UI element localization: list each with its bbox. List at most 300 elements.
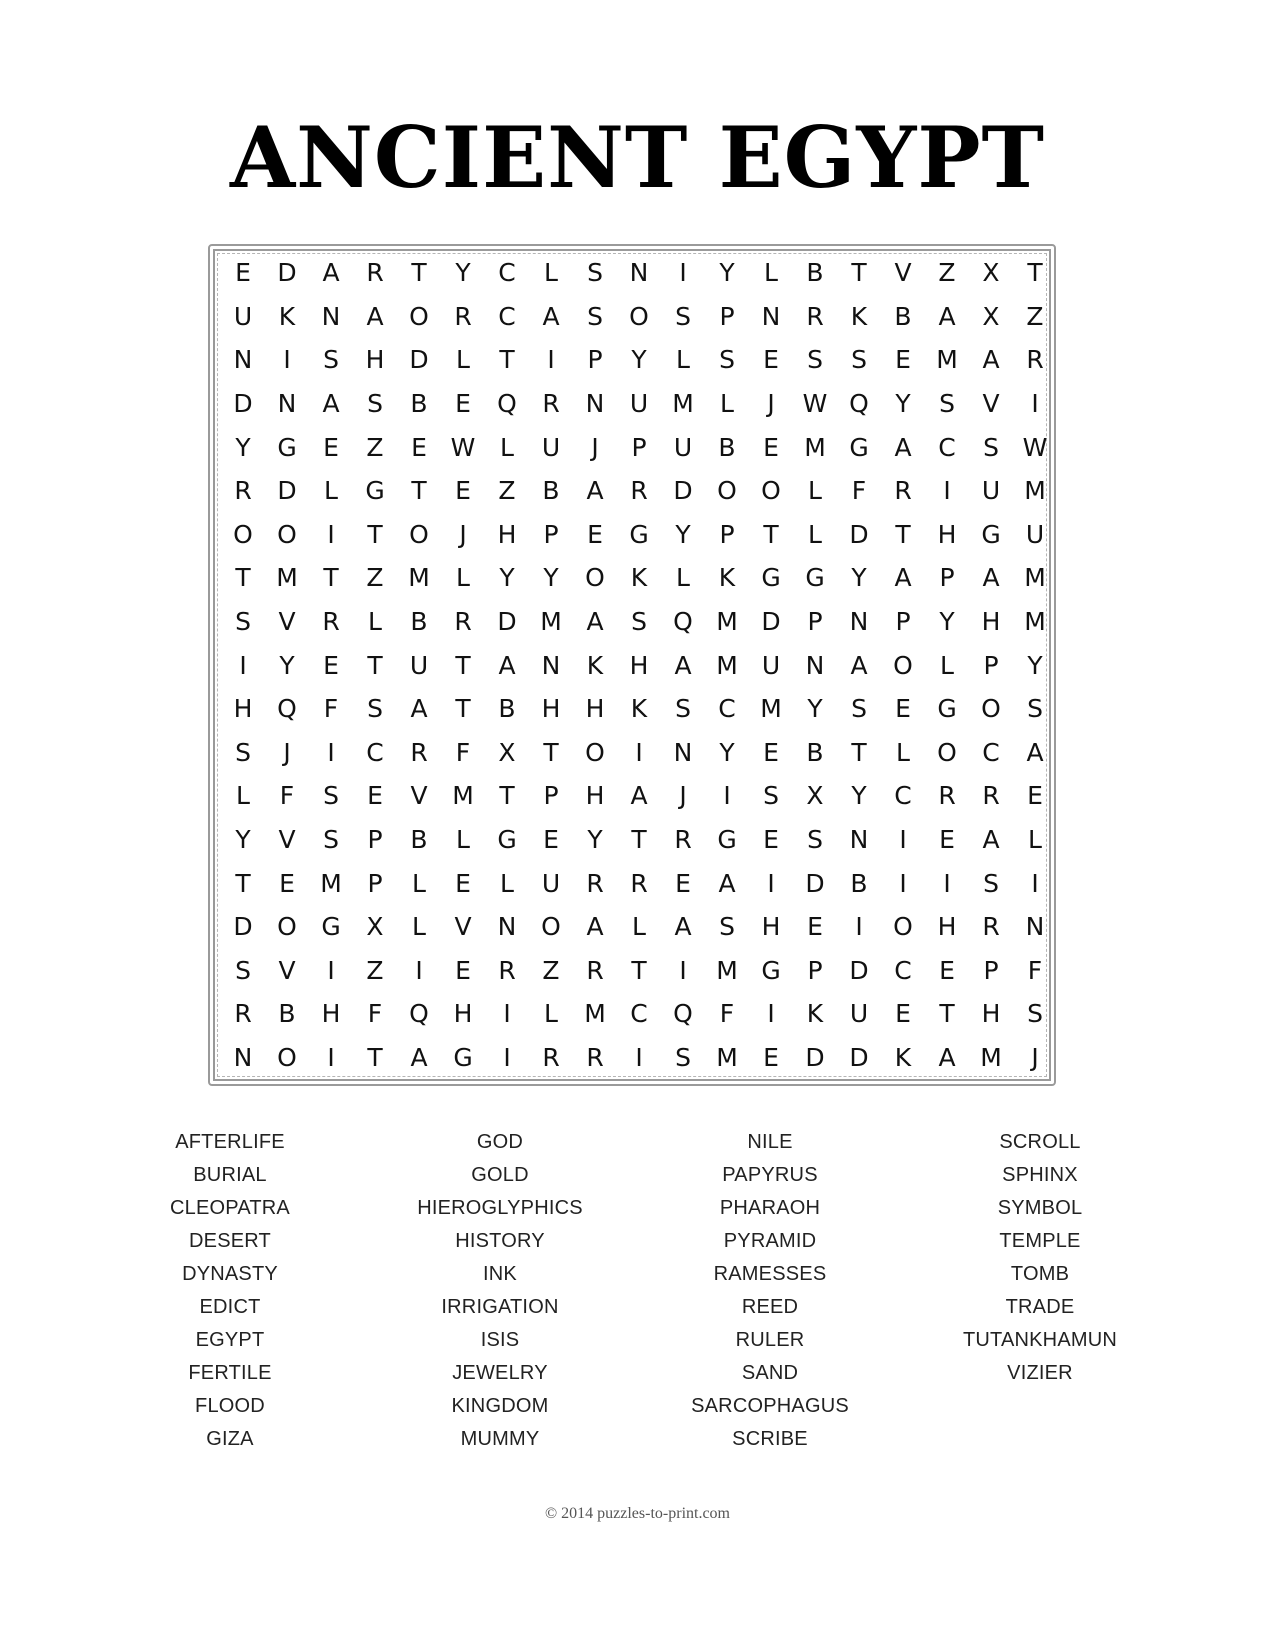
grid-cell[interactable]: R (630, 868, 648, 898)
grid-cell[interactable]: E (323, 432, 339, 462)
grid-cell[interactable]: I (767, 868, 775, 898)
grid-cell[interactable]: S (807, 825, 823, 855)
grid-cell[interactable]: B (806, 258, 824, 288)
grid-cell[interactable]: O (893, 650, 913, 680)
grid-cell[interactable]: K (630, 694, 648, 724)
grid-cell[interactable]: G (497, 825, 517, 855)
grid-cell[interactable]: E (543, 825, 559, 855)
grid-cell[interactable]: W (802, 389, 828, 419)
grid-cell[interactable]: R (234, 999, 252, 1029)
grid-cell[interactable]: V (982, 389, 1000, 419)
grid-cell[interactable]: D (277, 476, 297, 506)
grid-cell[interactable]: H (937, 912, 957, 942)
grid-cell[interactable]: S (1027, 999, 1043, 1029)
grid-cell[interactable]: T (367, 519, 383, 549)
grid-cell[interactable]: A (674, 912, 692, 942)
grid-cell[interactable]: U (233, 301, 253, 331)
grid-cell[interactable]: J (283, 737, 291, 767)
grid-cell[interactable]: H (629, 650, 649, 680)
grid-cell[interactable]: M (936, 345, 958, 375)
grid-cell[interactable]: Y (939, 607, 955, 637)
grid-cell[interactable]: P (983, 650, 999, 680)
grid-cell[interactable]: D (673, 476, 693, 506)
grid-cell[interactable]: Y (279, 650, 295, 680)
grid-cell[interactable]: C (366, 737, 384, 767)
grid-cell[interactable]: P (807, 955, 823, 985)
grid-cell[interactable]: R (542, 1042, 560, 1072)
grid-cell[interactable]: L (500, 432, 514, 462)
grid-cell[interactable]: N (849, 607, 869, 637)
grid-cell[interactable]: M (452, 781, 474, 811)
grid-cell[interactable]: H (585, 694, 605, 724)
grid-cell[interactable]: E (323, 650, 339, 680)
grid-cell[interactable]: V (454, 912, 472, 942)
grid-cell[interactable]: M (760, 694, 782, 724)
grid-cell[interactable]: T (499, 781, 515, 811)
grid-cell[interactable]: D (849, 519, 869, 549)
grid-cell[interactable]: U (673, 432, 693, 462)
grid-cell[interactable]: C (498, 258, 516, 288)
grid-cell[interactable]: I (327, 737, 335, 767)
grid-cell[interactable]: A (410, 1042, 428, 1072)
grid-cell[interactable]: O (717, 476, 737, 506)
grid-cell[interactable]: D (805, 1042, 825, 1072)
grid-cell[interactable]: R (454, 607, 472, 637)
grid-cell[interactable]: E (455, 389, 471, 419)
grid-cell[interactable]: F (455, 737, 471, 767)
grid-cell[interactable]: P (543, 781, 559, 811)
grid-cell[interactable]: C (894, 781, 912, 811)
grid-cell[interactable]: E (235, 258, 251, 288)
grid-cell[interactable]: A (586, 912, 604, 942)
grid-cell[interactable]: L (456, 563, 470, 593)
grid-cell[interactable]: B (806, 737, 824, 767)
grid-cell[interactable]: D (805, 868, 825, 898)
grid-cell[interactable]: P (895, 607, 911, 637)
grid-cell[interactable]: S (719, 912, 735, 942)
grid-cell[interactable]: I (943, 868, 951, 898)
grid-cell[interactable]: S (675, 694, 691, 724)
grid-cell[interactable]: E (895, 345, 911, 375)
grid-cell[interactable]: Z (938, 258, 956, 288)
grid-cell[interactable]: O (981, 694, 1001, 724)
grid-cell[interactable]: N (1025, 912, 1045, 942)
grid-cell[interactable]: I (855, 912, 863, 942)
grid-cell[interactable]: E (763, 345, 779, 375)
grid-cell[interactable]: K (806, 999, 824, 1029)
grid-cell[interactable]: D (409, 345, 429, 375)
grid-cell[interactable]: S (367, 389, 383, 419)
grid-cell[interactable]: Z (366, 432, 384, 462)
grid-cell[interactable]: T (455, 650, 471, 680)
grid-cell[interactable]: Q (409, 999, 429, 1029)
grid-cell[interactable]: M (804, 432, 826, 462)
grid-cell[interactable]: D (233, 912, 253, 942)
grid-cell[interactable]: N (277, 389, 297, 419)
grid-cell[interactable]: E (895, 694, 911, 724)
grid-cell[interactable]: N (497, 912, 517, 942)
grid-cell[interactable]: R (366, 258, 384, 288)
grid-cell[interactable]: R (586, 955, 604, 985)
grid-cell[interactable]: S (851, 694, 867, 724)
grid-cell[interactable]: I (899, 868, 907, 898)
grid-cell[interactable]: E (763, 737, 779, 767)
grid-cell[interactable]: Y (851, 781, 867, 811)
grid-cell[interactable]: L (632, 912, 646, 942)
grid-cell[interactable]: C (718, 694, 736, 724)
grid-cell[interactable]: R (586, 1042, 604, 1072)
grid-cell[interactable]: O (409, 519, 429, 549)
grid-cell[interactable]: A (718, 868, 736, 898)
grid-cell[interactable]: T (763, 519, 779, 549)
grid-cell[interactable]: L (808, 519, 822, 549)
grid-cell[interactable]: A (894, 432, 912, 462)
grid-cell[interactable]: E (1027, 781, 1043, 811)
grid-cell[interactable]: G (321, 912, 341, 942)
grid-cell[interactable]: Y (1027, 650, 1043, 680)
grid-cell[interactable]: O (585, 737, 605, 767)
grid-cell[interactable]: S (675, 301, 691, 331)
grid-cell[interactable]: M (408, 563, 430, 593)
grid-cell[interactable]: K (278, 301, 296, 331)
grid-cell[interactable]: E (763, 1042, 779, 1072)
grid-cell[interactable]: R (498, 955, 516, 985)
grid-cell[interactable]: G (761, 563, 781, 593)
grid-cell[interactable]: N (761, 301, 781, 331)
grid-cell[interactable]: T (543, 737, 559, 767)
grid-cell[interactable]: G (805, 563, 825, 593)
grid-cell[interactable]: R (234, 476, 252, 506)
grid-cell[interactable]: J (1031, 1042, 1039, 1072)
grid-cell[interactable]: N (541, 650, 561, 680)
grid-cell[interactable]: H (497, 519, 517, 549)
grid-cell[interactable]: E (763, 432, 779, 462)
grid-cell[interactable]: Y (631, 345, 647, 375)
grid-cell[interactable]: C (498, 301, 516, 331)
grid-cell[interactable]: R (322, 607, 340, 637)
grid-cell[interactable]: S (235, 607, 251, 637)
grid-cell[interactable]: G (981, 519, 1001, 549)
grid-cell[interactable]: E (939, 955, 955, 985)
grid-cell[interactable]: L (412, 868, 426, 898)
grid-cell[interactable]: P (543, 519, 559, 549)
grid-cell[interactable]: L (500, 868, 514, 898)
grid-cell[interactable]: I (943, 476, 951, 506)
grid-cell[interactable]: C (630, 999, 648, 1029)
grid-cell[interactable]: I (635, 737, 643, 767)
grid-cell[interactable]: U (1025, 519, 1045, 549)
grid-cell[interactable]: P (719, 301, 735, 331)
grid-cell[interactable]: X (982, 301, 1000, 331)
grid-cell[interactable]: S (367, 694, 383, 724)
grid-cell[interactable]: Y (895, 389, 911, 419)
grid-cell[interactable]: N (849, 825, 869, 855)
grid-cell[interactable]: M (276, 563, 298, 593)
grid-cell[interactable]: S (939, 389, 955, 419)
grid-cell[interactable]: H (365, 345, 385, 375)
grid-cell[interactable]: Y (587, 825, 603, 855)
grid-cell[interactable]: A (938, 1042, 956, 1072)
grid-cell[interactable]: K (630, 563, 648, 593)
grid-cell[interactable]: I (679, 258, 687, 288)
grid-cell[interactable]: O (541, 912, 561, 942)
grid-cell[interactable]: S (587, 258, 603, 288)
grid-cell[interactable]: B (894, 301, 912, 331)
grid-cell[interactable]: T (851, 737, 867, 767)
grid-cell[interactable]: Y (235, 432, 251, 462)
grid-cell[interactable]: T (939, 999, 955, 1029)
grid-cell[interactable]: F (719, 999, 735, 1029)
grid-cell[interactable]: T (235, 563, 251, 593)
grid-cell[interactable]: M (584, 999, 606, 1029)
grid-cell[interactable]: S (851, 345, 867, 375)
grid-cell[interactable]: H (541, 694, 561, 724)
grid-cell[interactable]: I (767, 999, 775, 1029)
grid-cell[interactable]: M (540, 607, 562, 637)
grid-cell[interactable]: I (547, 345, 555, 375)
grid-cell[interactable]: H (321, 999, 341, 1029)
grid-cell[interactable]: Z (542, 955, 560, 985)
grid-cell[interactable]: W (450, 432, 476, 462)
grid-cell[interactable]: K (894, 1042, 912, 1072)
grid-cell[interactable]: A (1026, 737, 1044, 767)
grid-cell[interactable]: I (635, 1042, 643, 1072)
grid-cell[interactable]: Y (719, 258, 735, 288)
grid-cell[interactable]: V (278, 955, 296, 985)
grid-cell[interactable]: Z (1026, 301, 1044, 331)
grid-cell[interactable]: L (940, 650, 954, 680)
grid-cell[interactable]: E (367, 781, 383, 811)
grid-cell[interactable]: L (676, 345, 690, 375)
grid-cell[interactable]: H (761, 912, 781, 942)
grid-cell[interactable]: A (498, 650, 516, 680)
grid-cell[interactable]: O (585, 563, 605, 593)
grid-cell[interactable]: A (542, 301, 560, 331)
grid-cell[interactable]: I (327, 519, 335, 549)
grid-cell[interactable]: L (544, 258, 558, 288)
grid-cell[interactable]: S (235, 737, 251, 767)
grid-cell[interactable]: Y (719, 737, 735, 767)
grid-cell[interactable]: T (323, 563, 339, 593)
grid-cell[interactable]: S (1027, 694, 1043, 724)
grid-cell[interactable]: T (631, 825, 647, 855)
grid-cell[interactable]: R (982, 912, 1000, 942)
grid-cell[interactable]: T (367, 650, 383, 680)
grid-cell[interactable]: E (455, 868, 471, 898)
grid-cell[interactable]: B (278, 999, 296, 1029)
grid-cell[interactable]: R (542, 389, 560, 419)
grid-cell[interactable]: S (235, 955, 251, 985)
grid-cell[interactable]: M (1024, 476, 1046, 506)
grid-cell[interactable]: D (497, 607, 517, 637)
grid-cell[interactable]: B (498, 694, 516, 724)
grid-cell[interactable]: N (233, 1042, 253, 1072)
grid-cell[interactable]: R (894, 476, 912, 506)
grid-cell[interactable]: S (631, 607, 647, 637)
grid-cell[interactable]: U (409, 650, 429, 680)
grid-cell[interactable]: A (894, 563, 912, 593)
grid-cell[interactable]: L (1028, 825, 1042, 855)
grid-cell[interactable]: L (368, 607, 382, 637)
grid-cell[interactable]: E (939, 825, 955, 855)
grid-cell[interactable]: S (675, 1042, 691, 1072)
grid-cell[interactable]: A (586, 607, 604, 637)
grid-cell[interactable]: E (675, 868, 691, 898)
grid-cell[interactable]: J (591, 432, 599, 462)
grid-cell[interactable]: S (807, 345, 823, 375)
grid-cell[interactable]: O (277, 1042, 297, 1072)
grid-cell[interactable]: X (498, 737, 516, 767)
grid-cell[interactable]: Z (498, 476, 516, 506)
grid-cell[interactable]: J (459, 519, 467, 549)
grid-cell[interactable]: H (453, 999, 473, 1029)
grid-cell[interactable]: E (455, 955, 471, 985)
grid-cell[interactable]: T (631, 955, 647, 985)
grid-cell[interactable]: D (849, 955, 869, 985)
grid-cell[interactable]: I (503, 999, 511, 1029)
grid-cell[interactable]: N (673, 737, 693, 767)
grid-cell[interactable]: P (367, 868, 383, 898)
grid-cell[interactable]: U (629, 389, 649, 419)
grid-cell[interactable]: L (808, 476, 822, 506)
grid-cell[interactable]: L (456, 825, 470, 855)
grid-cell[interactable]: C (938, 432, 956, 462)
grid-cell[interactable]: R (806, 301, 824, 331)
grid-cell[interactable]: A (410, 694, 428, 724)
grid-cell[interactable]: J (767, 389, 775, 419)
grid-cell[interactable]: N (233, 345, 253, 375)
grid-cell[interactable]: U (541, 432, 561, 462)
grid-cell[interactable]: D (761, 607, 781, 637)
grid-cell[interactable]: M (716, 607, 738, 637)
grid-cell[interactable]: L (896, 737, 910, 767)
grid-cell[interactable]: A (322, 389, 340, 419)
grid-cell[interactable]: A (938, 301, 956, 331)
grid-cell[interactable]: S (983, 868, 999, 898)
grid-cell[interactable]: G (849, 432, 869, 462)
grid-cell[interactable]: H (585, 781, 605, 811)
grid-cell[interactable]: L (456, 345, 470, 375)
grid-cell[interactable]: P (939, 563, 955, 593)
grid-cell[interactable]: U (761, 650, 781, 680)
grid-cell[interactable]: F (851, 476, 867, 506)
grid-cell[interactable]: O (233, 519, 253, 549)
grid-cell[interactable]: L (324, 476, 338, 506)
grid-cell[interactable]: W (1022, 432, 1048, 462)
grid-cell[interactable]: O (277, 912, 297, 942)
grid-cell[interactable]: G (365, 476, 385, 506)
grid-cell[interactable]: L (720, 389, 734, 419)
grid-cell[interactable]: I (239, 650, 247, 680)
grid-cell[interactable]: V (410, 781, 428, 811)
grid-cell[interactable]: B (542, 476, 560, 506)
grid-cell[interactable]: I (283, 345, 291, 375)
grid-cell[interactable]: E (279, 868, 295, 898)
grid-cell[interactable]: N (585, 389, 605, 419)
grid-cell[interactable]: B (850, 868, 868, 898)
grid-cell[interactable]: R (938, 781, 956, 811)
grid-cell[interactable]: Y (807, 694, 823, 724)
grid-cell[interactable]: R (1026, 345, 1044, 375)
grid-cell[interactable]: T (455, 694, 471, 724)
grid-cell[interactable]: A (982, 825, 1000, 855)
grid-cell[interactable]: G (761, 955, 781, 985)
grid-cell[interactable]: S (323, 345, 339, 375)
grid-cell[interactable]: E (895, 999, 911, 1029)
grid-cell[interactable]: M (320, 868, 342, 898)
grid-cell[interactable]: I (899, 825, 907, 855)
grid-cell[interactable]: I (679, 955, 687, 985)
grid-cell[interactable]: M (716, 650, 738, 680)
grid-cell[interactable]: Q (673, 607, 693, 637)
grid-cell[interactable]: A (674, 650, 692, 680)
grid-cell[interactable]: A (366, 301, 384, 331)
grid-cell[interactable]: V (278, 825, 296, 855)
grid-cell[interactable]: T (411, 258, 427, 288)
grid-cell[interactable]: G (717, 825, 737, 855)
grid-cell[interactable]: M (716, 1042, 738, 1072)
grid-cell[interactable]: I (503, 1042, 511, 1072)
grid-cell[interactable]: S (323, 825, 339, 855)
grid-cell[interactable]: S (323, 781, 339, 811)
grid-cell[interactable]: O (277, 519, 297, 549)
grid-cell[interactable]: D (277, 258, 297, 288)
grid-cell[interactable]: S (983, 432, 999, 462)
grid-cell[interactable]: Q (277, 694, 297, 724)
grid-cell[interactable]: P (719, 519, 735, 549)
grid-cell[interactable]: U (849, 999, 869, 1029)
grid-cell[interactable]: U (541, 868, 561, 898)
grid-cell[interactable]: R (410, 737, 428, 767)
grid-cell[interactable]: Y (455, 258, 471, 288)
grid-cell[interactable]: E (763, 825, 779, 855)
grid-cell[interactable]: Q (497, 389, 517, 419)
grid-cell[interactable]: A (586, 476, 604, 506)
grid-cell[interactable]: K (586, 650, 604, 680)
grid-cell[interactable]: R (674, 825, 692, 855)
grid-cell[interactable]: I (327, 955, 335, 985)
grid-cell[interactable]: M (672, 389, 694, 419)
grid-cell[interactable]: P (587, 345, 603, 375)
grid-cell[interactable]: R (630, 476, 648, 506)
grid-cell[interactable]: E (411, 432, 427, 462)
grid-cell[interactable]: O (893, 912, 913, 942)
grid-cell[interactable]: Y (675, 519, 691, 549)
grid-cell[interactable]: A (322, 258, 340, 288)
grid-cell[interactable]: K (850, 301, 868, 331)
grid-cell[interactable]: S (719, 345, 735, 375)
grid-cell[interactable]: I (327, 1042, 335, 1072)
grid-cell[interactable]: D (233, 389, 253, 419)
grid-cell[interactable]: T (411, 476, 427, 506)
grid-cell[interactable]: A (850, 650, 868, 680)
grid-cell[interactable]: G (277, 432, 297, 462)
grid-cell[interactable]: B (718, 432, 736, 462)
grid-cell[interactable]: T (1027, 258, 1043, 288)
grid-cell[interactable]: E (587, 519, 603, 549)
grid-cell[interactable]: S (587, 301, 603, 331)
grid-cell[interactable]: O (761, 476, 781, 506)
grid-cell[interactable]: T (851, 258, 867, 288)
grid-cell[interactable]: B (410, 389, 428, 419)
grid-cell[interactable]: A (630, 781, 648, 811)
grid-cell[interactable]: F (323, 694, 339, 724)
grid-cell[interactable]: O (409, 301, 429, 331)
grid-cell[interactable]: L (412, 912, 426, 942)
grid-cell[interactable]: L (764, 258, 778, 288)
grid-cell[interactable]: O (629, 301, 649, 331)
grid-cell[interactable]: M (716, 955, 738, 985)
